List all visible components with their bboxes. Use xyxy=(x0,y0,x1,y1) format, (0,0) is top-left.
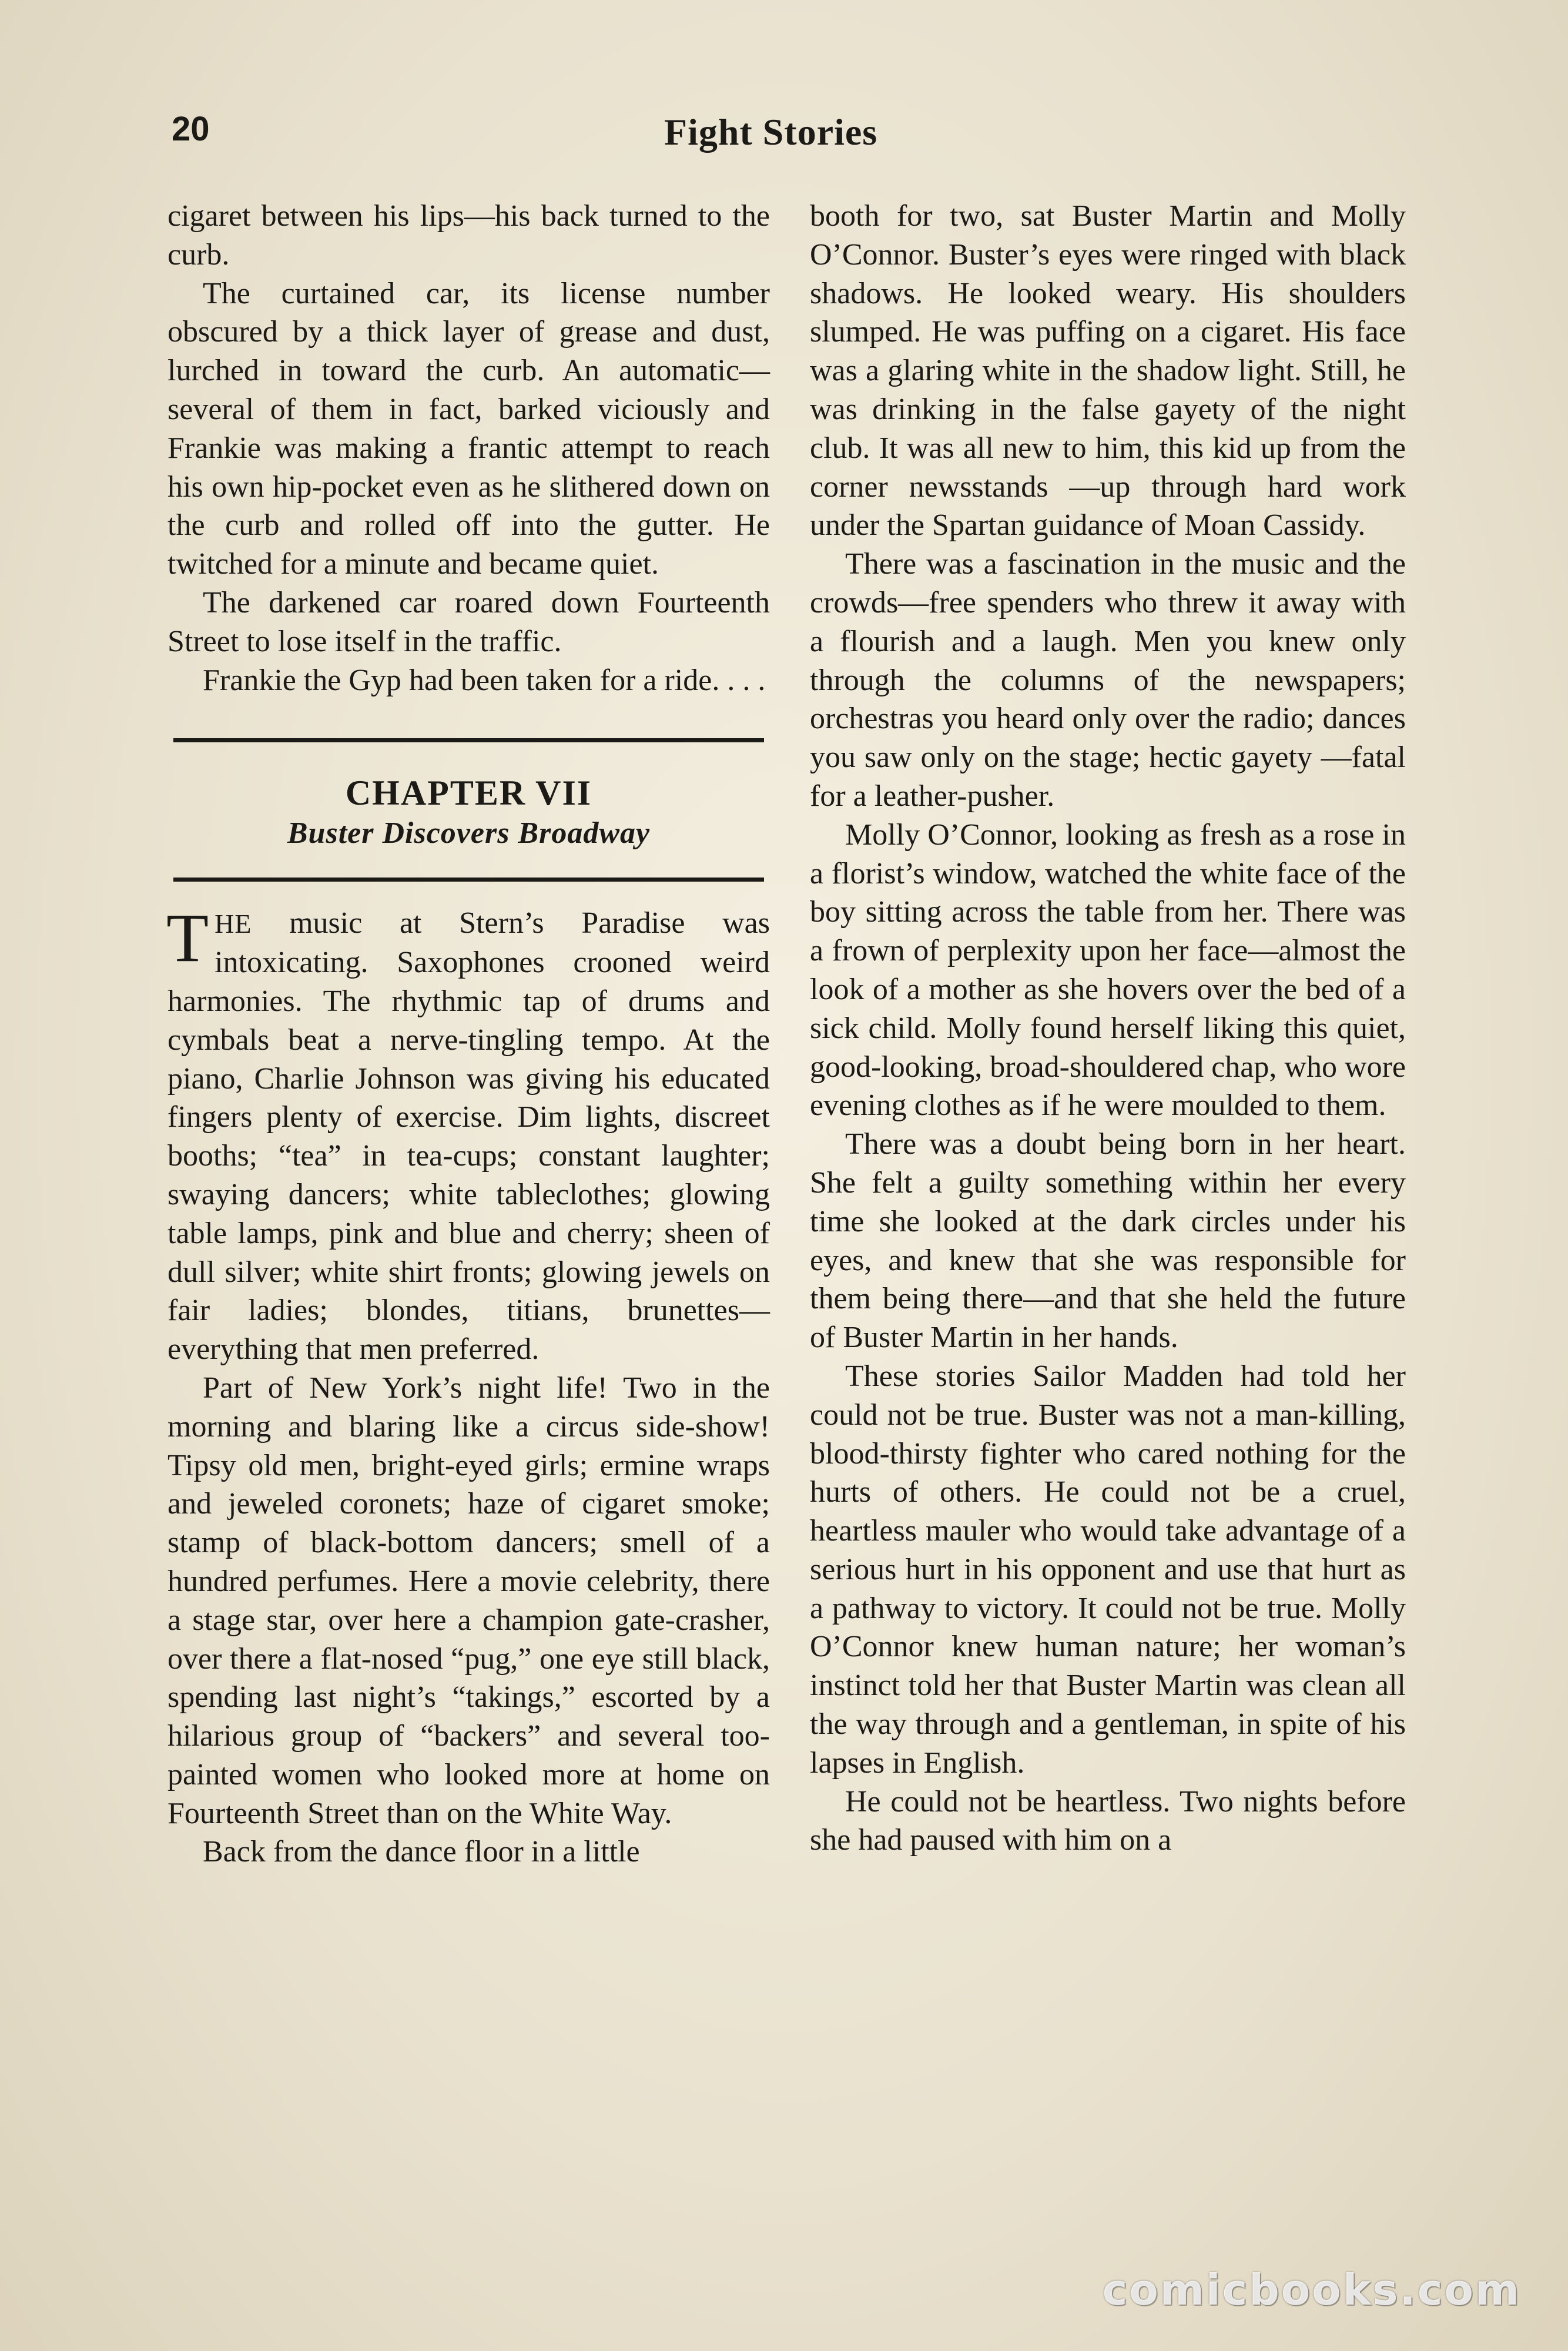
paragraph: Frankie the Gyp had been taken for a ride. . . . xyxy=(203,663,766,697)
opening-text: music at Stern’s Paradise was intoxicating. Saxophones crooned weird harmonies. The rhythmic tap of drums and cymbals beat a nerve-tingling tempo. At the piano, Charlie Johnson was giving his educated fingers plenty of exercise. Dim lights, discreet booths; “tea” in tea-cups; constant laughter; swaying dancers; white tableclothes; glowing table lamps, pink and blue and cherry; sheen of dull silver; white shirt fronts; glowing jewels on fair ladies; blondes, titians, brunettes—everything that men preferred. xyxy=(167,906,770,1367)
paragraph: Back from the dance floor in a little xyxy=(203,1835,640,1869)
paragraph: There was a fascination in the music and the crowds—free spenders who threw it away with a flourish and a laugh. Men you knew only through the columns of the newspapers; orchestras you heard only over the radio; dances you saw only on the stage; hectic gayety —fatal for a leather-pusher. xyxy=(810,547,1406,813)
left-column xyxy=(167,197,770,1871)
paragraph: cigaret between his lips—his back turned to the curb. xyxy=(167,199,770,272)
paragraph: He could not be heartless. Two nights before she had paused with him on a xyxy=(810,1784,1406,1857)
paragraph: There was a doubt being born in her heart. She felt a guilty something within her every time she looked at the dark circles under his eyes, and knew that she was responsible for them being there—and that she held the future of Buster Martin in her hands. xyxy=(810,1127,1406,1355)
paragraph: These stories Sailor Madden had told her could not be true. Buster was not a man-killing, blood-thirsty fighter who cared nothing for the hurts of others. He could not be a cruel, heartless mauler who would take advantage of a serious hurt in his opponent and use that hurt as a pathway to victory. It could not be true. Molly O’Connor knew human nature; her woman’s instinct told her that Buster Martin was clean all the way through and a gentleman, in spite of his lapses in English. xyxy=(810,1359,1406,1780)
running-title: Fight Stories xyxy=(664,111,878,153)
section-divider-top xyxy=(173,738,764,742)
paragraph-opening xyxy=(166,899,770,1369)
paragraph: booth for two, sat Buster Martin and Molly O’Connor. Buster’s eyes were ringed with black shadows. He looked weary. His shoulders slumped. He was puffing on a cigaret. His face was a glaring white in the shadow light. Still, he was drinking in the false gayety of the night club. It was all new to him, this kid up from the corner newsstands —up through hard work under the Spartan guidance of Moan Cassidy. xyxy=(810,199,1406,542)
opening-word: HE xyxy=(215,909,252,939)
chapter-title: CHAPTER VII xyxy=(345,773,592,813)
paragraph: Molly O’Connor, looking as fresh as a rose in a florist’s window, watched the white face of the boy sitting across the table from her. There was a frown of perplexity upon her face—almost the look of a mother as she hovers over the bed of a sick child. Molly found herself liking this quiet, good-looking, broad-shouldered chap, who wore evening clothes as if he were moulded to them. xyxy=(810,818,1406,1123)
page-number: 20 xyxy=(172,110,210,148)
chapter-subtitle: Buster Discovers Broadway xyxy=(287,816,651,850)
watermark: comicbooks.com xyxy=(1102,2265,1521,2315)
drop-cap: T xyxy=(166,899,209,977)
section-divider-bottom xyxy=(173,878,764,882)
paragraph: The curtained car, its license number obscured by a thick layer of grease and dust, lurched in toward the curb. An automatic—several of them in fact, barked viciously and Frankie was making a frantic attempt to reach his own hip-pocket even as he slithered down on the curb and rolled off into the gutter. He twitched for a minute and became quiet. xyxy=(167,276,770,581)
paragraph: Part of New York’s night life! Two in the morning and blaring like a circus side-show! Tipsy old men, bright-eyed girls; ermine wraps and jeweled coronets; haze of cigaret smoke; stamp of black-bottom dancers; smell of a hundred perfumes. Here a movie celebrity, there a stage star, over here a champion gate-crasher, over there a flat-nosed “pug,” one eye still black, spending last night’s “takings,” escorted by a hilarious group of “backers” and several too-painted women who looked more at home on Fourteenth Street than on the White Way. xyxy=(167,1371,770,1830)
right-column xyxy=(810,197,1406,1860)
paragraph: The darkened car roared down Fourteenth Street to lose itself in the traffic. xyxy=(167,585,770,658)
